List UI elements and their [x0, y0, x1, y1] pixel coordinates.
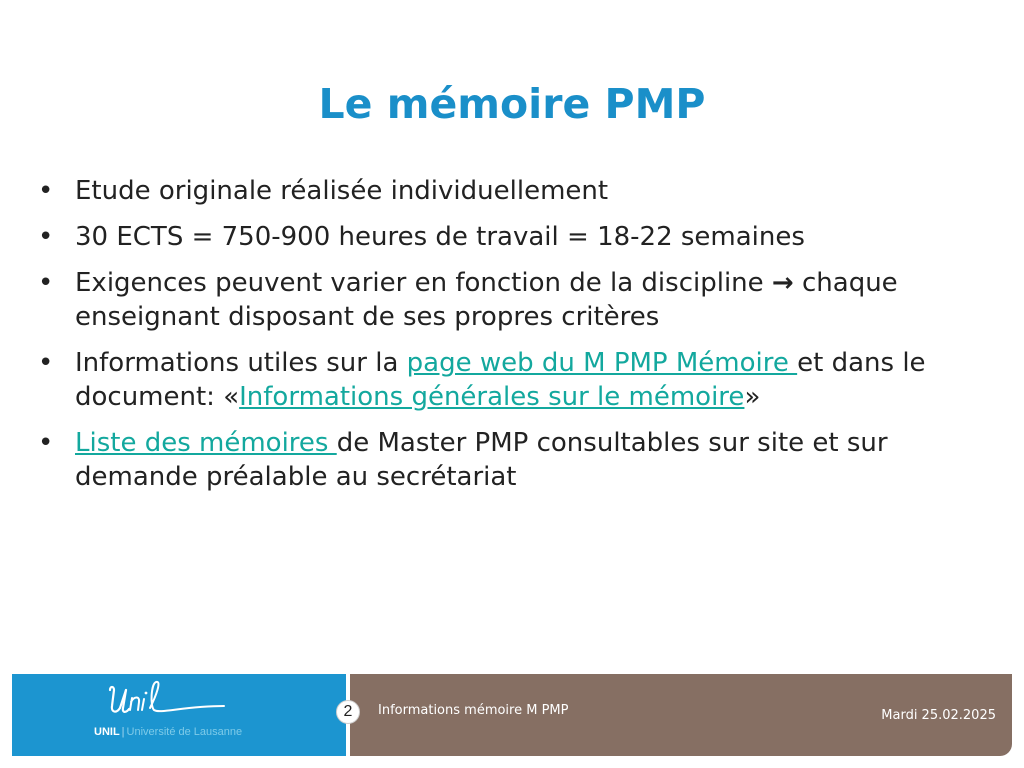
bullet-dot: • — [38, 268, 54, 298]
bullet-text: chaque enseignant disposant de ses propres critères — [75, 268, 898, 332]
link-page-web-m-pmp-memoire[interactable]: page web du M PMP Mémoire — [406, 348, 798, 378]
bullet-dot: • — [38, 176, 54, 206]
bullet-dot: • — [38, 348, 54, 378]
bullet-text: 30 ECTS = 750-900 heures de travail = 18-22 semaines — [75, 222, 805, 252]
logo-subtitle: Université de Lausanne — [126, 726, 243, 738]
link-informations-generales-memoire[interactable]: Informations générales sur le mémoire — [239, 382, 745, 412]
bullet-text: » — [744, 382, 761, 412]
footer-title: Informations mémoire M PMP — [378, 703, 569, 718]
page-number: 2 — [336, 700, 360, 724]
bullet-item — [38, 220, 988, 254]
bullet-text: Informations utiles sur la — [75, 348, 407, 378]
footer-date: Mardi 25.02.2025 — [881, 708, 996, 723]
bullet-dot: • — [38, 222, 54, 252]
bullet-item — [38, 346, 988, 414]
bullet-text: de Master PMP consultables sur site et sur demande préalable au secrétariat — [75, 428, 888, 492]
bullet-item — [38, 266, 988, 334]
link-liste-des-memoires[interactable]: Liste des mémoires — [75, 428, 337, 458]
logo-caption — [94, 726, 242, 738]
bullet-item — [38, 174, 988, 208]
bullet-dot: • — [38, 428, 54, 458]
logo-brand: UNIL — [94, 726, 120, 738]
logo-separator: | — [121, 726, 125, 738]
slide-title: Le mémoire PMP — [318, 80, 706, 128]
bullet-text: et dans le document: « — [75, 348, 926, 412]
bullet-list — [38, 174, 988, 506]
footer-logo-panel — [12, 674, 346, 756]
bullet-item — [38, 426, 988, 494]
unil-logo — [104, 676, 244, 722]
arrow-right-icon: → — [771, 268, 794, 298]
bullet-text: Exigences peuvent varier en fonction de la discipline — [75, 268, 772, 298]
bullet-text: Etude originale réalisée individuellement — [75, 176, 609, 206]
